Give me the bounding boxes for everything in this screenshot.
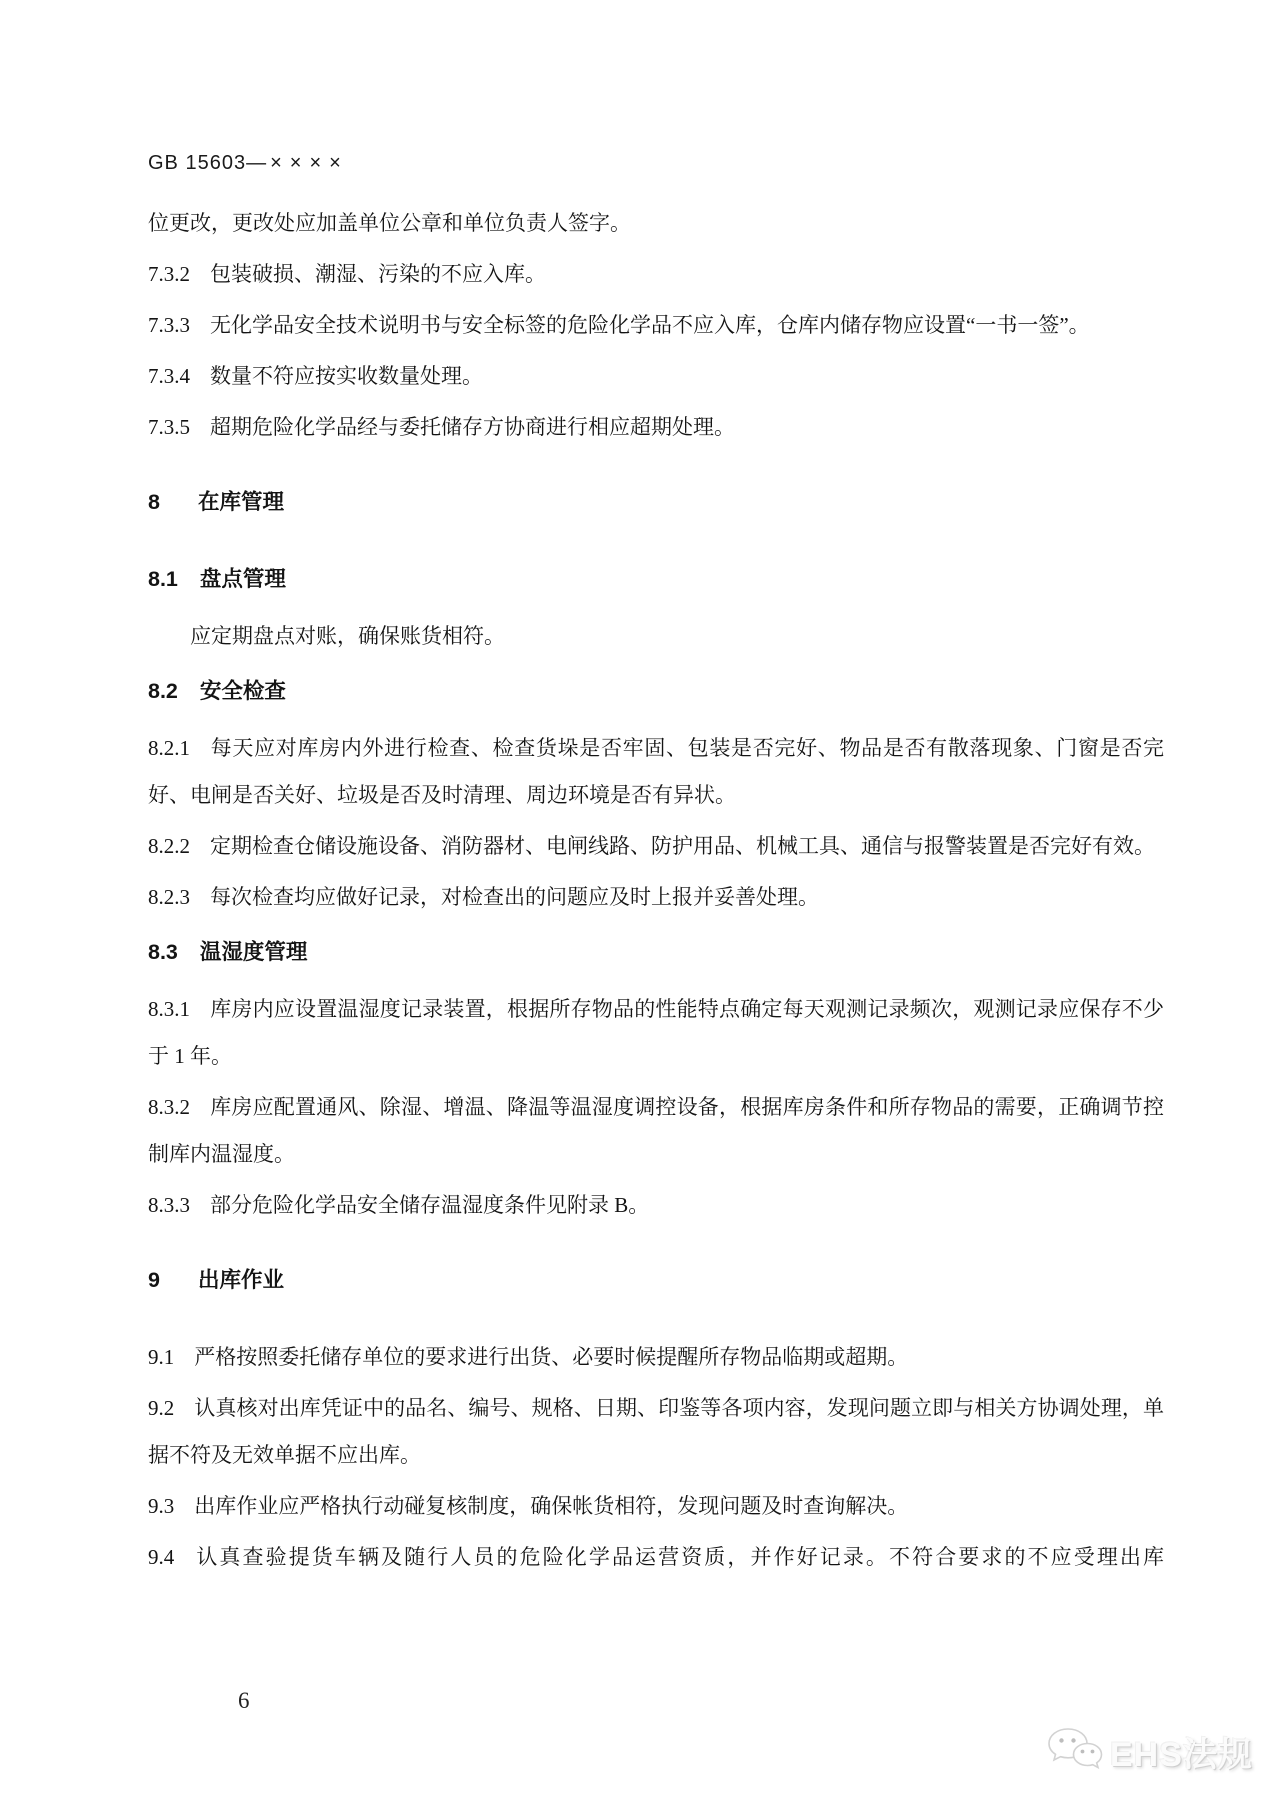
- watermark: [1046, 1726, 1253, 1777]
- section-8-3-heading: 8.3 温湿度管理: [148, 940, 308, 964]
- paragraph-continuation: 位更改，更改处应加盖单位公章和单位负责人签字。: [148, 211, 631, 235]
- clause-9-1: 9.1 严格按照委托储存单位的要求进行出货、必要时候提醒所存物品临期或超期。: [148, 1345, 909, 1369]
- clause-7-3-5: 7.3.5 超期危险化学品经与委托储存方协商进行相应超期处理。: [148, 415, 735, 439]
- clause-8-2-2: 8.2.2 定期检查仓储设施设备、消防器材、电闸线路、防护用品、机械工具、通信与报警装置是否完好有效。: [148, 834, 1155, 858]
- clause-8-3-2: 8.3.2 库房应配置通风、除湿、增温、降温等温湿度调控设备，根据库房条件和所存物品的需要，正确调节控制库内温湿度。: [148, 1095, 1164, 1166]
- standard-year-placeholder: ××××: [270, 152, 349, 174]
- wechat-icon: [1046, 1726, 1104, 1777]
- section-8-heading: 8 在库管理: [148, 490, 284, 514]
- document-header: [148, 148, 1164, 178]
- clause-9-4: 9.4 认真查验提货车辆及随行人员的危险化学品运营资质，并作好记录。不符合要求的不应受理出库: [148, 1545, 1164, 1569]
- section-8-1-heading: 8.1 盘点管理: [148, 567, 286, 591]
- standard-code: GB 15603—: [148, 152, 268, 174]
- page-number: 6: [238, 1688, 250, 1713]
- clause-9-2: 9.2 认真核对出库凭证中的品名、编号、规格、日期、印鉴等各项内容，发现问题立即与相关方协调处理，单据不符及无效单据不应出库。: [148, 1396, 1164, 1467]
- clause-7-3-2: 7.3.2 包装破损、潮湿、污染的不应入库。: [148, 262, 546, 286]
- clause-7-3-3: 7.3.3 无化学品安全技术说明书与安全标签的危险化学品不应入库，仓库内储存物应设置“一书一签”。: [148, 313, 1090, 337]
- paragraph-8-1-body: 应定期盘点对账，确保账货相符。: [190, 624, 505, 648]
- clause-7-3-4: 7.3.4 数量不符应按实收数量处理。: [148, 364, 483, 388]
- document-content: [148, 148, 1164, 1585]
- clause-8-2-3: 8.2.3 每次检查均应做好记录，对检查出的问题应及时上报并妥善处理。: [148, 885, 819, 909]
- section-8-2-heading: 8.2 安全检查: [148, 679, 286, 703]
- watermark-label: EHS法规: [1110, 1736, 1253, 1774]
- clause-9-3: 9.3 出库作业应严格执行动碰复核制度，确保帐货相符，发现问题及时查询解决。: [148, 1494, 909, 1518]
- clause-8-2-1: 8.2.1 每天应对库房内外进行检查、检查货垛是否牢固、包装是否完好、物品是否有散落现象、门窗是否完好、电闸是否关好、垃圾是否及时清理、周边环境是否有异状。: [148, 736, 1164, 807]
- clause-8-3-3: 8.3.3 部分危险化学品安全储存温湿度条件见附录 B。: [148, 1193, 650, 1217]
- section-9-heading: 9 出库作业: [148, 1268, 284, 1292]
- clause-8-3-1: 8.3.1 库房内应设置温湿度记录装置，根据所存物品的性能特点确定每天观测记录频次，观测记录应保存不少于 1 年。: [148, 997, 1164, 1068]
